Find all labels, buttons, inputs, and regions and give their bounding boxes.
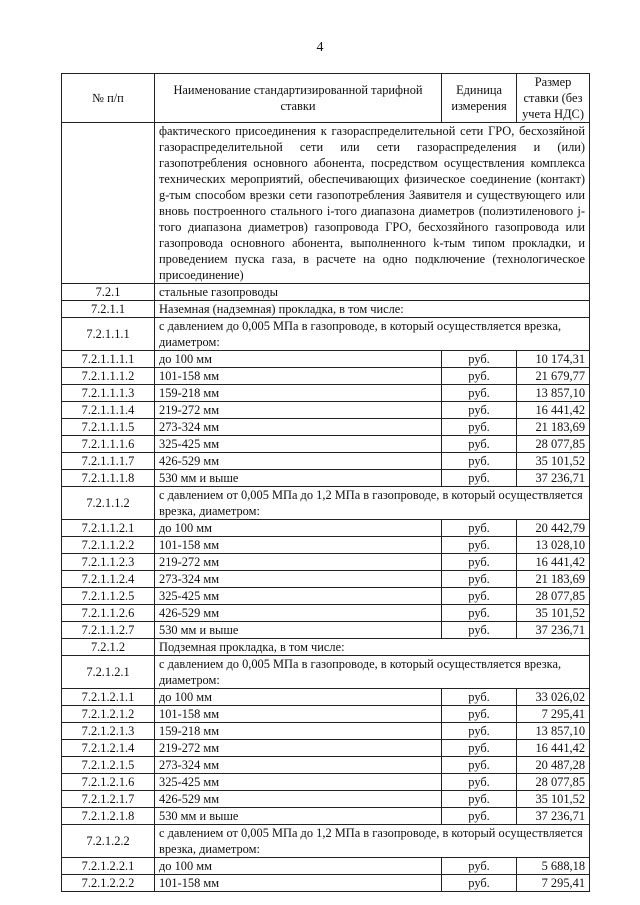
- row-code: 7.2.1.2: [62, 639, 155, 656]
- row-code: 7.2.1.1.1.8: [62, 470, 155, 487]
- row-price: 20 487,28: [517, 757, 590, 774]
- row-unit: руб.: [442, 520, 517, 537]
- table-row: [62, 825, 590, 858]
- row-code: 7.2.1.2.1.8: [62, 808, 155, 825]
- row-price: 35 101,52: [517, 453, 590, 470]
- row-unit: руб.: [442, 470, 517, 487]
- row-code: 7.2.1.2.2.1: [62, 858, 155, 875]
- table-row: [62, 385, 590, 402]
- row-unit: руб.: [442, 774, 517, 791]
- table-row: [62, 301, 590, 318]
- table-row: [62, 520, 590, 537]
- row-unit: руб.: [442, 791, 517, 808]
- row-unit: руб.: [442, 622, 517, 639]
- row-code: 7.2.1.2.1.1: [62, 689, 155, 706]
- row-price: 10 174,31: [517, 351, 590, 368]
- header-unit: Единица измерения: [442, 74, 517, 123]
- table-row: [62, 554, 590, 571]
- table-row: [62, 639, 590, 656]
- row-price: 21 183,69: [517, 571, 590, 588]
- row-code: 7.2.1.1.1.4: [62, 402, 155, 419]
- header-rate: Размер ставки (без учета НДС): [517, 74, 590, 123]
- table-row: [62, 402, 590, 419]
- row-unit: руб.: [442, 368, 517, 385]
- row-diameter: 219-272 мм: [155, 554, 442, 571]
- table-row: [62, 436, 590, 453]
- row-diameter: до 100 мм: [155, 351, 442, 368]
- table-row: [62, 588, 590, 605]
- row-price: 28 077,85: [517, 436, 590, 453]
- row-unit: руб.: [442, 385, 517, 402]
- row-unit: руб.: [442, 875, 517, 892]
- row-group-text: с давлением от 0,005 МПа до 1,2 МПа в газопроводе, в который осуществляется врезка, диаметром:: [155, 825, 590, 858]
- table-row: [62, 689, 590, 706]
- row-diameter: 426-529 мм: [155, 453, 442, 470]
- row-diameter: 101-158 мм: [155, 537, 442, 554]
- row-code: 7.2.1.1.1.5: [62, 419, 155, 436]
- row-code: 7.2.1.2.1.6: [62, 774, 155, 791]
- row-code: 7.2.1.2.1.2: [62, 706, 155, 723]
- row-price: 13 028,10: [517, 537, 590, 554]
- row-diameter: до 100 мм: [155, 520, 442, 537]
- row-price: 35 101,52: [517, 791, 590, 808]
- row-price: 21 679,77: [517, 368, 590, 385]
- row-code: 7.2.1.1.2: [62, 487, 155, 520]
- row-unit: руб.: [442, 808, 517, 825]
- page-number: 4: [316, 40, 324, 55]
- row-diameter: 219-272 мм: [155, 402, 442, 419]
- row-price: 37 236,71: [517, 622, 590, 639]
- table-row: [62, 453, 590, 470]
- row-diameter: до 100 мм: [155, 858, 442, 875]
- row-diameter: 273-324 мм: [155, 571, 442, 588]
- row-price: 28 077,85: [517, 774, 590, 791]
- row-code: 7.2.1.1.1.6: [62, 436, 155, 453]
- tariff-table: [61, 73, 590, 892]
- row-code: 7.2.1.1.2.4: [62, 571, 155, 588]
- row-unit: руб.: [442, 537, 517, 554]
- table-row: [62, 706, 590, 723]
- row-code: 7.2.1.2.1.4: [62, 740, 155, 757]
- table-row: [62, 858, 590, 875]
- table-row: [62, 808, 590, 825]
- row-code: 7.2.1.1.1.1: [62, 351, 155, 368]
- table-row: [62, 740, 590, 757]
- continuation-text: фактического присоединения к газораспределительной сети ГРО, бесхозяйной газораспределительной сети или сети газораспределения и (или) газопотребления основного абонента, посредством осуществления комплекса технических мероприятий, обеспечивающих физическое соединение (контакт) g-тым способом врезки сети газопотребления Заявителя и существующего или вновь построенного стального i-того диапазона диаметров (полиэтиленового j-того диапазона диаметров) газопровода ГРО, бесхозяйного газопровода или газопровода основного абонента, выполненного k-тым типом прокладки, и проведением пуска газа, в расчете на одно подключение (технологическое присоединение): [155, 123, 590, 284]
- row-diameter: 273-324 мм: [155, 757, 442, 774]
- row-unit: руб.: [442, 706, 517, 723]
- row-diameter: 426-529 мм: [155, 791, 442, 808]
- row-unit: руб.: [442, 402, 517, 419]
- table-row: [62, 605, 590, 622]
- row-code: 7.2.1.1.1.3: [62, 385, 155, 402]
- row-diameter: 325-425 мм: [155, 588, 442, 605]
- table-body: [62, 123, 590, 892]
- row-price: 37 236,71: [517, 470, 590, 487]
- row-diameter: 219-272 мм: [155, 740, 442, 757]
- row-code: 7.2.1.2.1.5: [62, 757, 155, 774]
- table-row: [62, 656, 590, 689]
- row-price: 13 857,10: [517, 723, 590, 740]
- table-row: [62, 622, 590, 639]
- row-price: 21 183,69: [517, 419, 590, 436]
- row-unit: руб.: [442, 351, 517, 368]
- row-price: 13 857,10: [517, 385, 590, 402]
- row-diameter: 325-425 мм: [155, 774, 442, 791]
- row-code: 7.2.1: [62, 284, 155, 301]
- row-code: 7.2.1.2.1.3: [62, 723, 155, 740]
- row-unit: руб.: [442, 605, 517, 622]
- table-row: [62, 791, 590, 808]
- table-row: [62, 368, 590, 385]
- row-unit: руб.: [442, 740, 517, 757]
- row-diameter: 159-218 мм: [155, 385, 442, 402]
- row-diameter: до 100 мм: [155, 689, 442, 706]
- row-price: 20 442,79: [517, 520, 590, 537]
- table-row: [62, 571, 590, 588]
- row-code: 7.2.1.1.1: [62, 318, 155, 351]
- row-diameter: 101-158 мм: [155, 875, 442, 892]
- row-price: 28 077,85: [517, 588, 590, 605]
- row-diameter: 426-529 мм: [155, 605, 442, 622]
- table-row: [62, 487, 590, 520]
- row-price: 33 026,02: [517, 689, 590, 706]
- table-row: [62, 875, 590, 892]
- row-unit: руб.: [442, 436, 517, 453]
- row-code: 7.2.1.2.2: [62, 825, 155, 858]
- table-row: [62, 318, 590, 351]
- table-row: [62, 537, 590, 554]
- continuation-code-cell: [62, 123, 155, 284]
- header-name: Наименование стандартизированной тарифной ставки: [155, 74, 442, 123]
- row-unit: руб.: [442, 689, 517, 706]
- row-unit: руб.: [442, 571, 517, 588]
- row-price: 35 101,52: [517, 605, 590, 622]
- row-section-text: Наземная (надземная) прокладка, в том числе:: [155, 301, 590, 318]
- table-header-row: [62, 74, 590, 123]
- table-row: [62, 419, 590, 436]
- row-diameter: 101-158 мм: [155, 368, 442, 385]
- row-group-text: с давлением от 0,005 МПа до 1,2 МПа в газопроводе, в который осуществляется врезка, диаметром:: [155, 487, 590, 520]
- row-price: 16 441,42: [517, 554, 590, 571]
- row-diameter: 101-158 мм: [155, 706, 442, 723]
- row-code: 7.2.1.1: [62, 301, 155, 318]
- row-diameter: 530 мм и выше: [155, 622, 442, 639]
- row-section-text: стальные газопроводы: [155, 284, 590, 301]
- row-price: 37 236,71: [517, 808, 590, 825]
- table-row: [62, 470, 590, 487]
- row-unit: руб.: [442, 588, 517, 605]
- row-unit: руб.: [442, 723, 517, 740]
- row-unit: руб.: [442, 858, 517, 875]
- continuation-row: [62, 123, 590, 284]
- row-code: 7.2.1.1.2.5: [62, 588, 155, 605]
- row-code: 7.2.1.1.2.7: [62, 622, 155, 639]
- row-diameter: 273-324 мм: [155, 419, 442, 436]
- row-code: 7.2.1.2.2.2: [62, 875, 155, 892]
- row-price: 16 441,42: [517, 402, 590, 419]
- row-unit: руб.: [442, 757, 517, 774]
- row-unit: руб.: [442, 419, 517, 436]
- row-price: 7 295,41: [517, 706, 590, 723]
- row-code: 7.2.1.1.1.7: [62, 453, 155, 470]
- row-group-text: с давлением до 0,005 МПа в газопроводе, в который осуществляется врезка, диаметром:: [155, 656, 590, 689]
- row-code: 7.2.1.2.1: [62, 656, 155, 689]
- header-number: № п/п: [62, 74, 155, 123]
- row-diameter: 530 мм и выше: [155, 470, 442, 487]
- table-row: [62, 757, 590, 774]
- table-row: [62, 351, 590, 368]
- table-row: [62, 774, 590, 791]
- row-section-text: Подземная прокладка, в том числе:: [155, 639, 590, 656]
- table-row: [62, 284, 590, 301]
- row-unit: руб.: [442, 554, 517, 571]
- row-unit: руб.: [442, 453, 517, 470]
- row-code: 7.2.1.1.2.2: [62, 537, 155, 554]
- row-code: 7.2.1.1.2.3: [62, 554, 155, 571]
- table-row: [62, 723, 590, 740]
- row-diameter: 530 мм и выше: [155, 808, 442, 825]
- row-code: 7.2.1.2.1.7: [62, 791, 155, 808]
- row-diameter: 325-425 мм: [155, 436, 442, 453]
- row-code: 7.2.1.1.2.6: [62, 605, 155, 622]
- row-diameter: 159-218 мм: [155, 723, 442, 740]
- row-code: 7.2.1.1.2.1: [62, 520, 155, 537]
- row-group-text: с давлением до 0,005 МПа в газопроводе, в который осуществляется врезка, диаметром:: [155, 318, 590, 351]
- row-code: 7.2.1.1.1.2: [62, 368, 155, 385]
- row-price: 7 295,41: [517, 875, 590, 892]
- row-price: 5 688,18: [517, 858, 590, 875]
- row-price: 16 441,42: [517, 740, 590, 757]
